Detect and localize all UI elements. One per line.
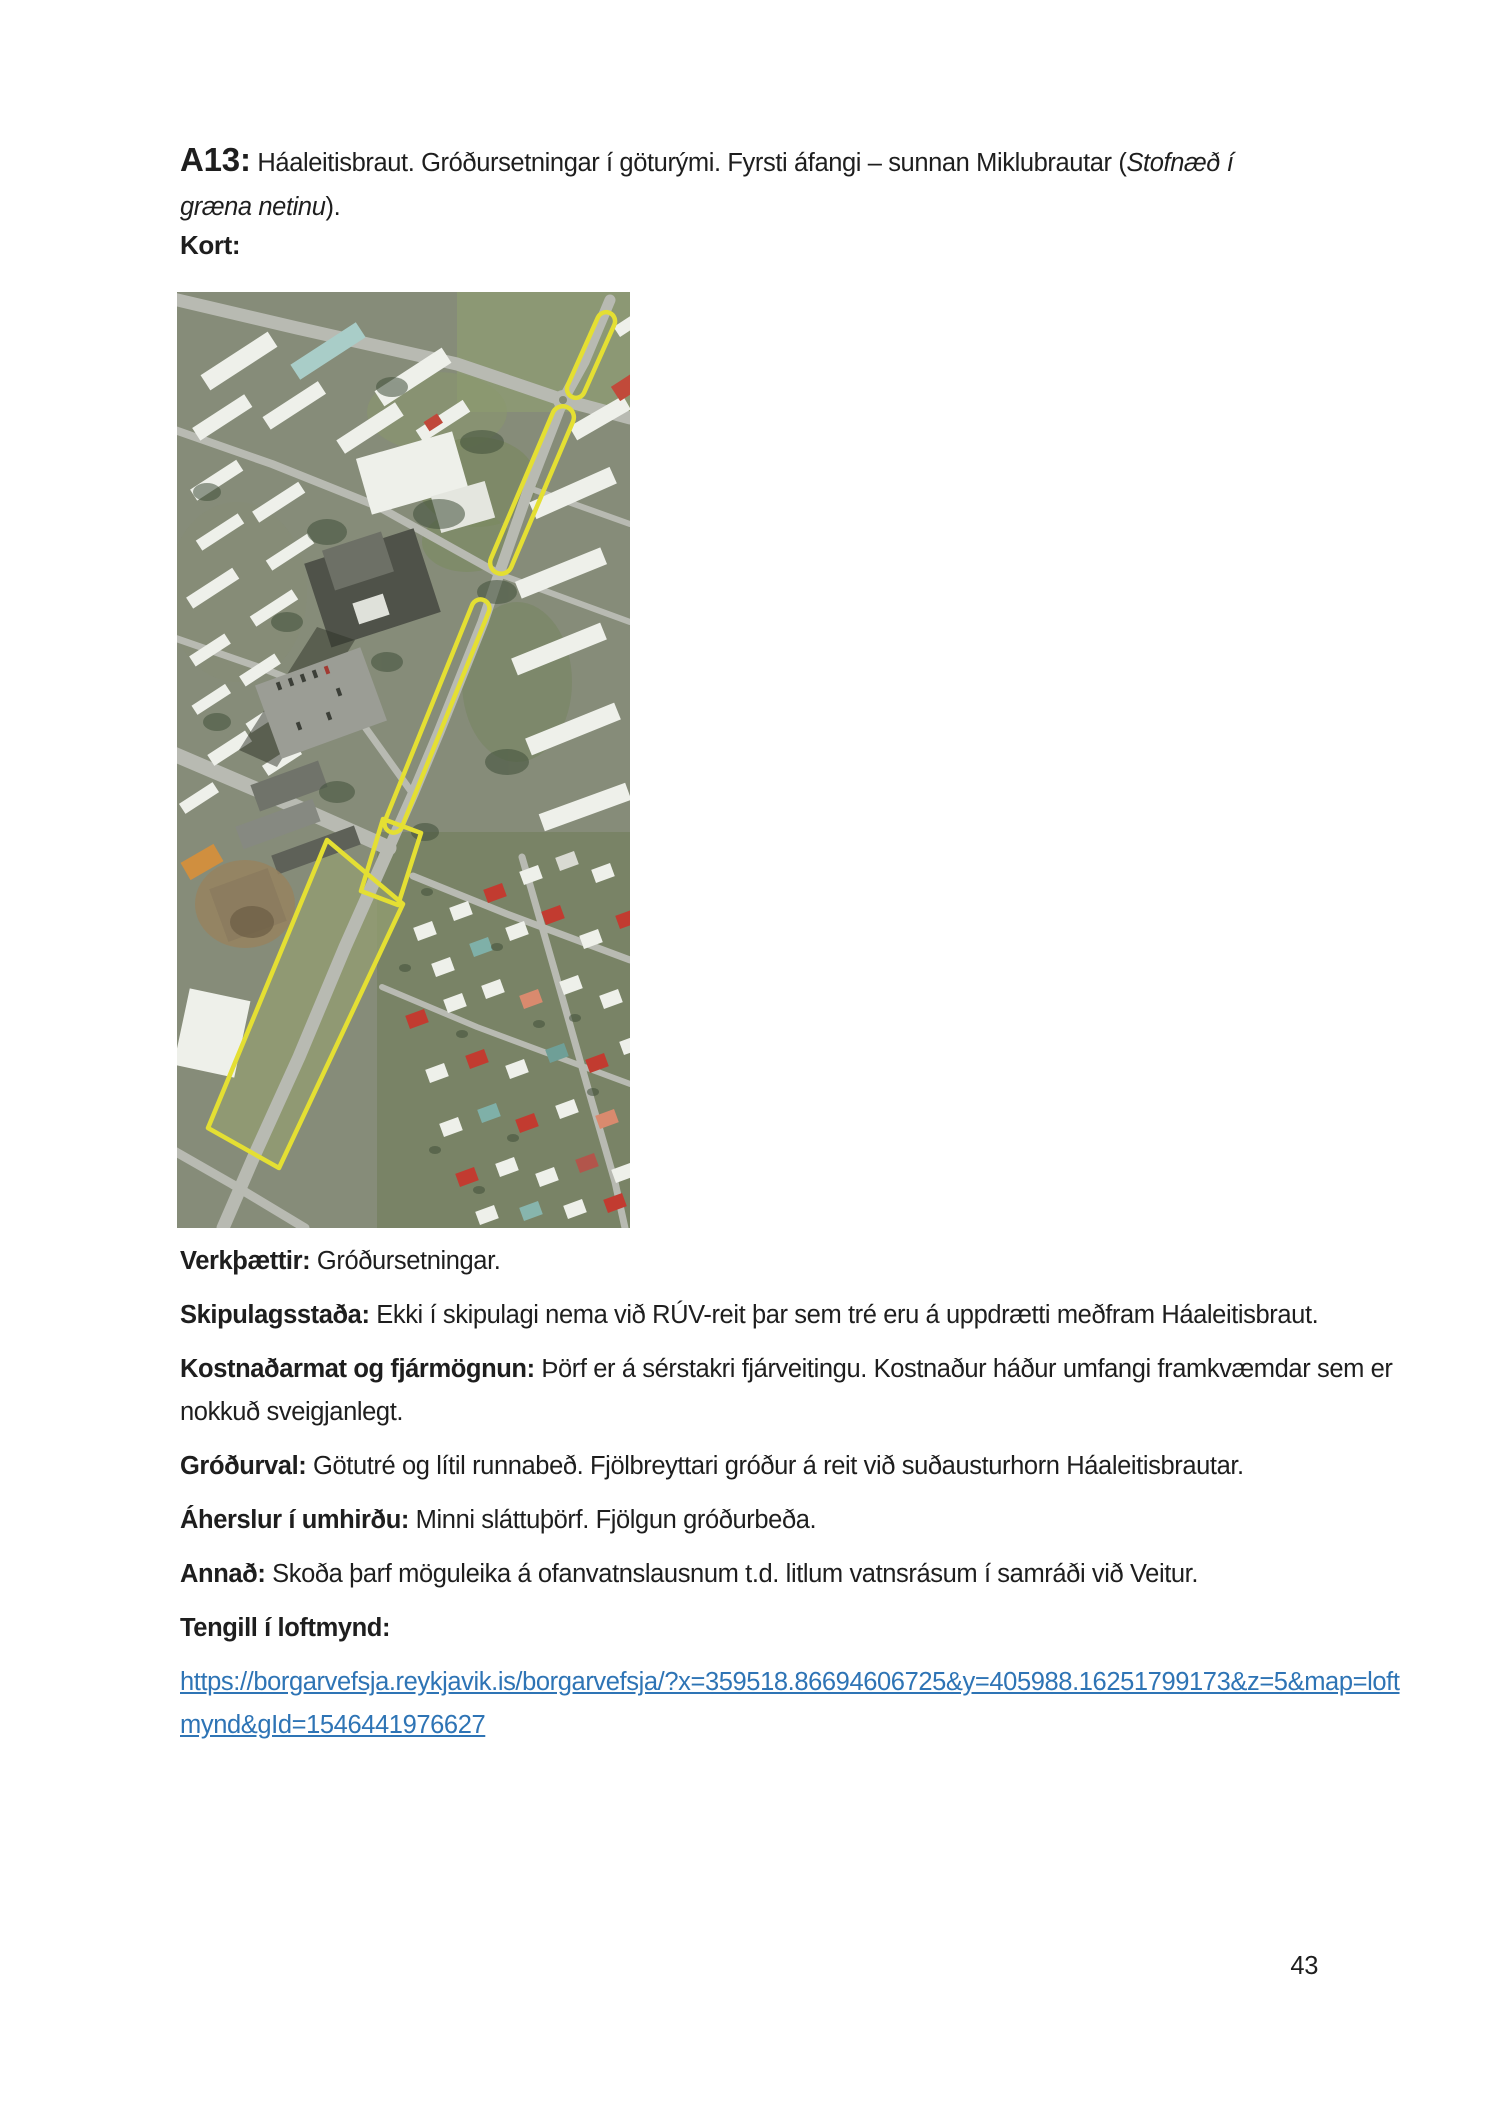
title-text-2: ). — [325, 193, 341, 221]
aerial-map-image — [177, 292, 630, 1228]
section-text: Götutré og lítil runnabeð. Fjölbreyttari gróður á reit við suðausturhorn Háaleitisbrautar. — [306, 1452, 1244, 1480]
section-label: Annað: — [180, 1560, 266, 1588]
section-text: Gróðursetningar. — [310, 1247, 501, 1275]
section-label: Skipulagsstaða: — [180, 1301, 370, 1329]
body-text — [180, 1240, 1412, 1758]
section-paragraph — [180, 1499, 1412, 1542]
section-text: Minni sláttuþörf. Fjölgun gróðurbeða. — [409, 1506, 817, 1534]
title-italic-1: Stofnæð í — [1126, 149, 1234, 177]
section-text: Ekki í skipulagi nema við RÚV-reit þar sem tré eru á uppdrætti meðfram Háaleitisbraut. — [369, 1301, 1319, 1329]
aerial-link[interactable]: https://borgarvefsja.reykjavik.is/borgarvefsja/?x=359518.86694606725&y=405988.16251799173&z=5&map=loftmynd&gId=1546441976627 — [180, 1668, 1400, 1739]
section-text: Skoða þarf möguleika á ofanvatnslausnum t.d. litlum vatnsrásum í samráði við Veitur. — [265, 1560, 1199, 1588]
sections — [180, 1240, 1412, 1596]
map-terrain — [177, 292, 630, 1228]
section-label: Gróðurval: — [180, 1452, 307, 1480]
aerial-map-svg — [177, 292, 630, 1228]
map-heading: Kort: — [180, 230, 241, 260]
link-paragraph — [180, 1661, 1412, 1747]
section-paragraph — [180, 1348, 1412, 1434]
title-label: A13: — [180, 141, 251, 178]
section-paragraph — [180, 1553, 1412, 1596]
section-label: Verkþættir: — [180, 1247, 311, 1275]
link-heading-paragraph — [180, 1607, 1412, 1650]
section-paragraph — [180, 1445, 1412, 1488]
section-paragraph — [180, 1294, 1412, 1337]
page-number: 43 — [1290, 1952, 1318, 1980]
section-label: Áherslur í umhirðu: — [180, 1506, 409, 1534]
page-title — [180, 138, 1430, 229]
section-label: Kostnaðarmat og fjármögnun: — [180, 1355, 535, 1383]
title-italic-2: græna netinu — [180, 193, 326, 221]
section-paragraph — [180, 1240, 1412, 1283]
section-text: Þörf er á sérstakri fjárveitingu. Kostnaður háður umfangi framkvæmdar sem er nokkuð sveigjanlegt. — [180, 1355, 1393, 1426]
link-heading-label: Tengill í loftmynd: — [180, 1614, 391, 1642]
title-text-1: Háaleitisbraut. Gróðursetningar í göturými. Fyrsti áfangi – sunnan Miklubrautar ( — [250, 149, 1127, 177]
